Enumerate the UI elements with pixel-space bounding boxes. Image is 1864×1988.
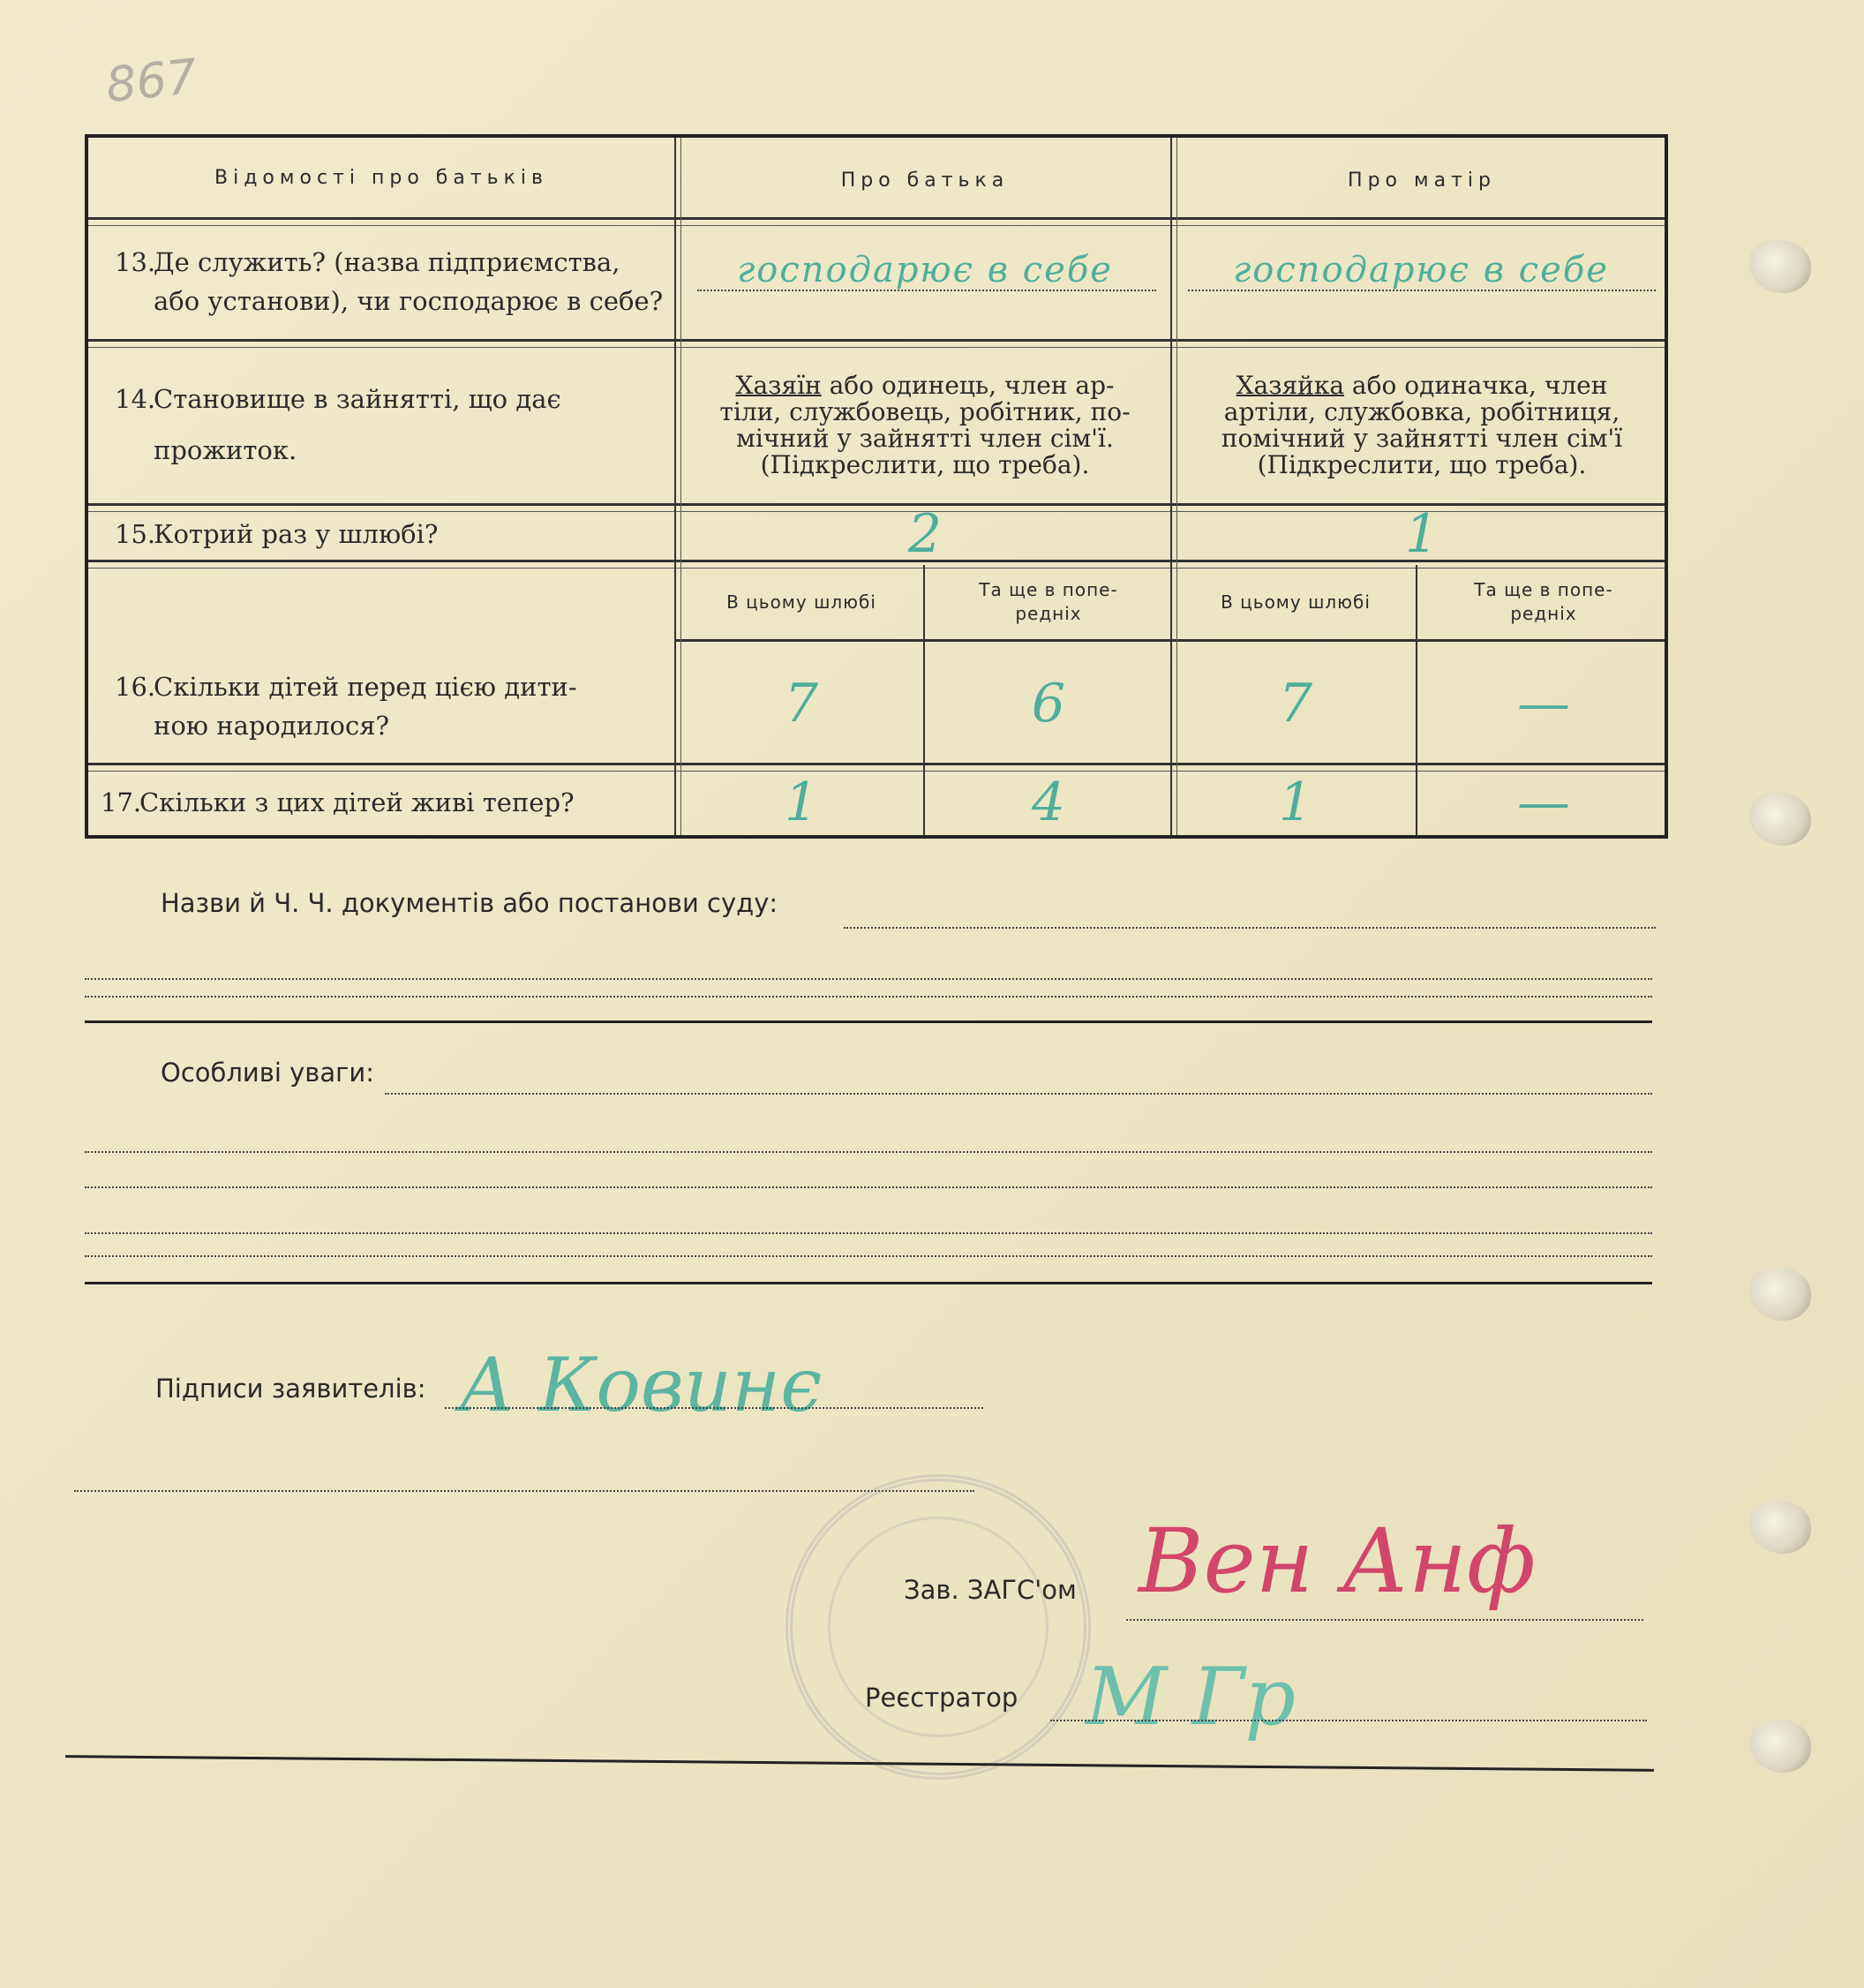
signature-line: [74, 1490, 974, 1492]
registrar-signature-line: [1050, 1720, 1647, 1721]
answer-17-father-this: 1: [784, 772, 819, 833]
question-number: 15.: [115, 519, 156, 549]
documents-line: [85, 996, 1652, 998]
subheader-text: Та ще в попе-: [1474, 579, 1613, 600]
documents-line: [844, 927, 1656, 929]
subheader-text: Та ще в попе-: [979, 579, 1118, 600]
question-number: 17.: [101, 787, 142, 817]
binding-tab: [1749, 1501, 1811, 1554]
section-divider: [85, 1020, 1652, 1023]
option-text: або одиначка, член: [1344, 371, 1608, 400]
answer-16-father-previous: 6: [1031, 673, 1066, 734]
subheader-text: редніх: [1510, 603, 1577, 624]
documents-label: Назви й Ч. Ч. документів або постанови суду:: [161, 888, 778, 918]
applicant-signature: А Ковинє: [459, 1342, 823, 1428]
question-text: Скільки дітей перед цією дити-: [154, 672, 577, 702]
remarks-label: Особливі уваги:: [161, 1058, 375, 1088]
header-mother: Про матір: [1348, 169, 1496, 192]
question-text: Де служить? (назва підприємства,: [154, 247, 620, 277]
remarks-line: [85, 1232, 1652, 1234]
question-15: [88, 508, 674, 560]
underlined-option: Хазяїн: [735, 371, 822, 400]
head-signature-line: [1126, 1619, 1643, 1621]
table-divider: [923, 565, 925, 835]
faded-stamp: [785, 1474, 1091, 1780]
documents-line: [85, 978, 1652, 980]
remarks-line: [385, 1093, 1652, 1095]
remarks-line: [85, 1151, 1652, 1153]
answer-17-mother-this: 1: [1278, 772, 1313, 833]
answer-17-father-previous: 4: [1031, 772, 1066, 833]
question-number: 14.: [115, 384, 156, 414]
binding-tab: [1749, 240, 1811, 293]
option-text: помічний у зайнятті член сім'ї: [1221, 424, 1623, 453]
question-16: [88, 650, 674, 763]
subheader-father-this-marriage: В цьому шлюбі: [726, 591, 876, 613]
option-instruction: (Підкреслити, що треба).: [760, 450, 1090, 479]
header-father: Про батька: [840, 169, 1010, 192]
option-text: артіли, службовка, робітниця,: [1223, 397, 1620, 426]
head-label: Зав. ЗАГС'ом: [904, 1575, 1077, 1605]
question-17: [88, 768, 674, 837]
underlined-option: Хазяйка: [1236, 371, 1345, 400]
signatures-label: Підписи заявителів:: [155, 1374, 426, 1404]
question-text: Скільки з цих дітей живі тепер?: [139, 787, 575, 817]
answer-15-mother: 1: [1404, 503, 1439, 565]
question-text: ною народилося?: [154, 711, 390, 741]
question-text: або установи), чи господарює в себе?: [154, 286, 664, 316]
head-signature: Вен Анф: [1139, 1510, 1537, 1613]
answer-14-mother: [1177, 350, 1666, 501]
question-text: Котрий раз у шлюбі?: [154, 519, 439, 549]
subheader-father-previous: [927, 567, 1170, 637]
remarks-line: [85, 1255, 1652, 1257]
answer-16-mother-this: 7: [1278, 673, 1313, 734]
binding-tab: [1749, 1720, 1811, 1773]
answer-16-mother-previous: —: [1517, 673, 1570, 734]
answer-13-mother: господарює в себе: [1233, 250, 1609, 290]
pencil-note: 867: [102, 48, 200, 114]
option-instruction: (Підкреслити, що треба).: [1257, 450, 1587, 479]
question-14: [88, 346, 674, 503]
registrar-signature: М Гр: [1086, 1651, 1296, 1743]
binding-tab: [1749, 1268, 1811, 1321]
answer-15-father: 2: [907, 503, 943, 565]
answer-16-father-this: 7: [784, 673, 819, 734]
registrar-label: Реєстратор: [865, 1683, 1018, 1713]
option-text: або одинець, член ар-: [821, 371, 1115, 400]
question-number: 13.: [115, 247, 156, 277]
question-13: [88, 224, 674, 339]
remarks-line: [85, 1186, 1652, 1188]
option-text: мічний у зайнятті член сім'ї.: [736, 424, 1114, 453]
signature-line: [445, 1407, 983, 1409]
question-number: 16.: [115, 672, 156, 702]
answer-17-mother-previous: —: [1517, 772, 1570, 833]
parents-info-table: [85, 134, 1668, 839]
answer-14-father: [681, 350, 1169, 501]
header-parents-info: Відомості про батьків: [214, 166, 548, 189]
question-text: прожиток.: [154, 435, 297, 465]
answer-13-father: господарює в себе: [737, 250, 1113, 290]
binding-tab: [1749, 793, 1811, 846]
question-text: Становище в зайнятті, що дає: [154, 384, 561, 414]
section-divider: [85, 1282, 1652, 1284]
subheader-mother-this-marriage: В цьому шлюбі: [1221, 591, 1371, 613]
dotted-line: [697, 290, 1156, 291]
subheader-mother-previous: [1419, 567, 1668, 637]
subheader-text: редніх: [1015, 603, 1082, 624]
table-divider: [1416, 565, 1417, 835]
dotted-line: [1188, 290, 1656, 291]
option-text: тіли, службовець, робітник, по-: [719, 397, 1131, 426]
